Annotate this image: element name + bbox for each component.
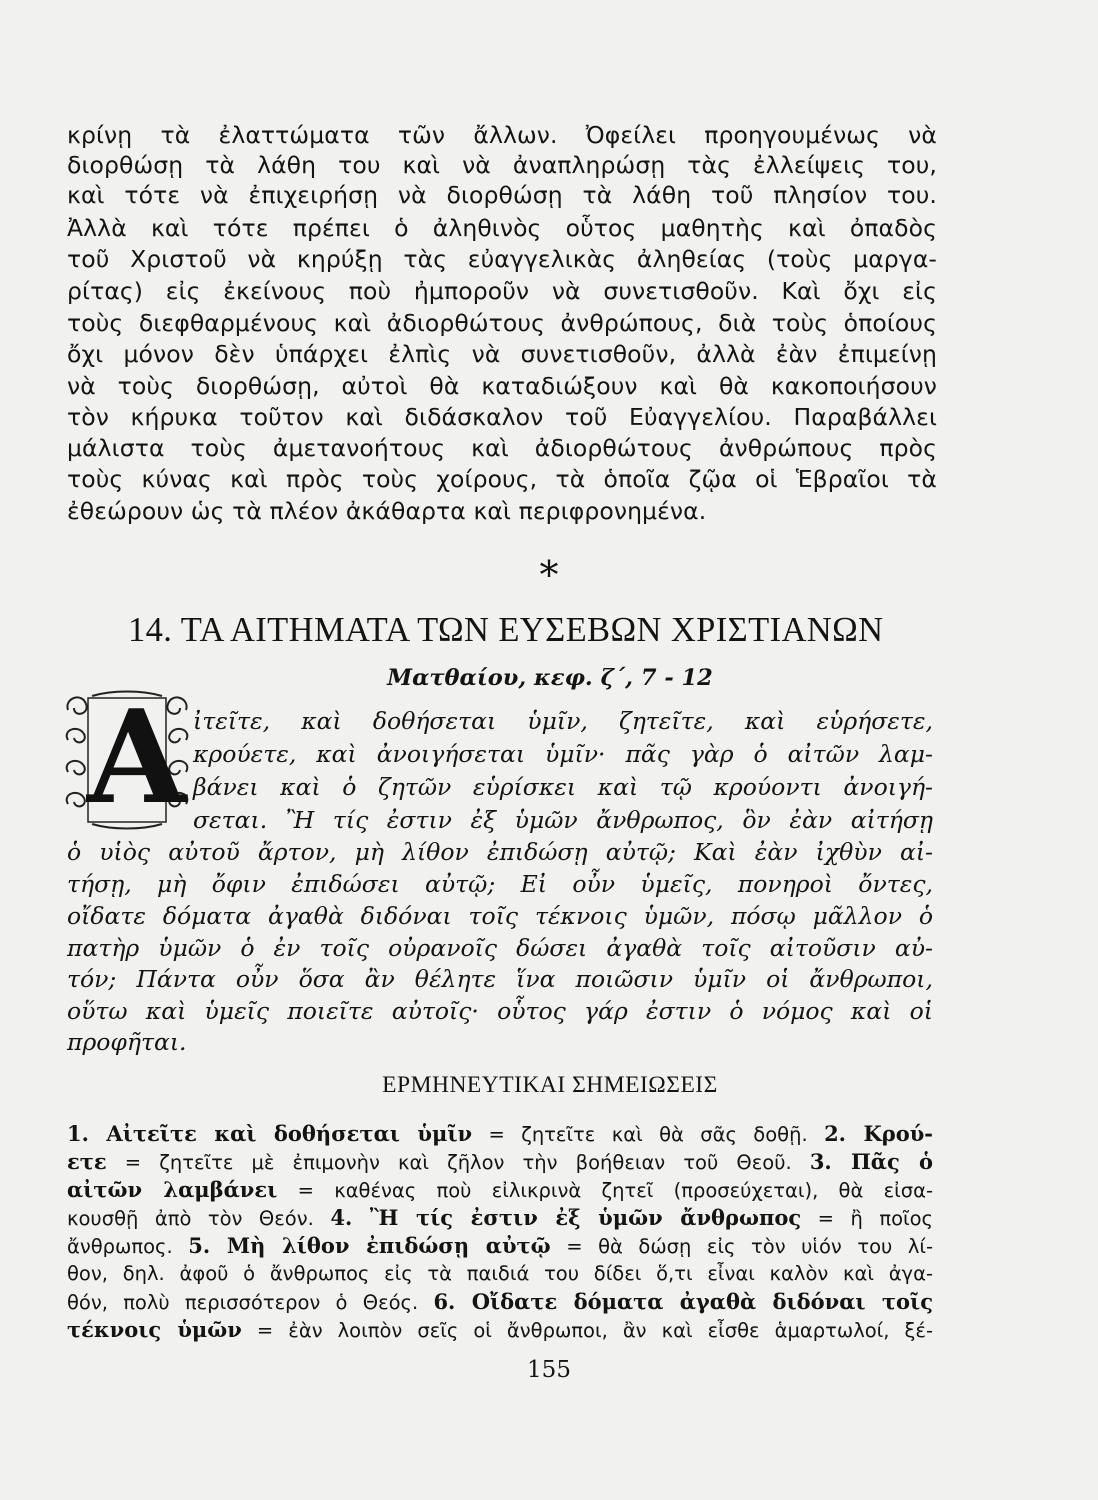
note-definition: ἄνθρωπος. <box>67 1235 173 1258</box>
note-term: τέκνοις ὑμῶν <box>67 1317 242 1342</box>
scripture-line: τήσῃ, μὴ ὄφιν ἐπιδώσει αὐτῷ; Εἰ οὖν ὑμεῖς, πονηροὶ ὄντες, <box>67 870 933 898</box>
note-term: αἰτῶν λαμβάνει <box>67 1177 278 1202</box>
note-term: 4. Ἢ τίς ἐστιν ἐξ ὑμῶν ἄνθρωπος <box>330 1205 802 1230</box>
note-line <box>67 1204 933 1233</box>
scripture-line: κρούετε, καὶ ἀνοιγήσεται ὑμῖν· πᾶς γὰρ ὁ αἰτῶν λαμ- <box>193 740 933 768</box>
dropcap-letter: Α <box>87 683 187 833</box>
scripture-line: ἰτεῖτε, καὶ δοθήσεται ὑμῖν, ζητεῖτε, καὶ εὑρήσετε, <box>193 707 933 735</box>
note-term: 5. Μὴ λίθον ἐπιδώσῃ αὐτῷ <box>188 1233 551 1258</box>
body-line: ὄχι μόνον δὲν ὑπάρχει ἐλπὶς νὰ συνετισθοῦν, ἀλλὰ ἐὰν ἐπιμείνῃ <box>67 340 937 368</box>
note-term: 2. Κρού- <box>824 1121 934 1146</box>
scripture-line: πατὴρ ὑμῶν ὁ ἐν τοῖς οὐρανοῖς δώσει ἀγαθὰ τοῖς αἰτοῦσιν αὐ- <box>67 934 933 962</box>
note-term: 1. Αἰτεῖτε καὶ δοθήσεται ὑμῖν <box>67 1121 473 1146</box>
note-definition: θον, δηλ. ἀφοῦ ὁ ἄνθρωπος εἰς τὰ παιδιά του δίδει ὅ,τι εἶναι καλὸν καὶ ἀγα- <box>67 1262 933 1285</box>
note-term: 3. Πᾶς ὁ <box>809 1149 933 1174</box>
scripture-line: σεται. Ἢ τίς ἐστιν ἐξ ὑμῶν ἄνθρωπος, ὃν ἐὰν αἰτήσῃ <box>193 806 933 834</box>
scripture-line: ὁ υἱὸς αὐτοῦ ἄρτον, μὴ λίθον ἐπιδώσῃ αὐτῷ; Καὶ ἐὰν ἰχθὺν αἰ- <box>67 838 933 866</box>
note-definition: = καθένας ποὺ εἰλικρινὰ ζητεῖ (προσεύχεται), θὰ εἰσα- <box>297 1179 934 1202</box>
body-line: τοὺς διεφθαρμένους καὶ ἀδιορθώτους ἀνθρώπους, διὰ τοὺς ὁποίους <box>67 309 937 337</box>
body-line: καὶ τότε νὰ ἐπιχειρήσῃ νὰ διορθώσῃ τὰ λάθη τοῦ πλησίον του. <box>67 181 937 209</box>
page-number: 155 <box>527 1357 571 1383</box>
note-definition: = θὰ δώσῃ εἰς τὸν υἱόν του λί- <box>566 1235 934 1258</box>
body-line: διορθώσῃ τὰ λάθη του καὶ νὰ ἀναπληρώσῃ τὰς ἐλλείψεις του, <box>67 151 937 179</box>
note-definition: = ζητεῖτε καὶ θὰ σᾶς δοθῇ. <box>488 1123 808 1146</box>
note-line <box>67 1120 933 1149</box>
body-line: ρίτας) εἰς ἐκείνους ποὺ ἠμποροῦν νὰ συνετισθοῦν. Καὶ ὄχι εἰς <box>67 277 937 305</box>
note-definition: = ἐὰν λοιπὸν σεῖς οἱ ἄνθρωποι, ἂν καὶ εἶσθε ἁμαρτωλοί, ξέ- <box>256 1319 933 1342</box>
note-line <box>67 1288 933 1317</box>
note-definition: = ζητεῖτε μὲ ἐπιμονὴν καὶ ζῆλον τὴν βοήθειαν τοῦ Θεοῦ. <box>124 1151 792 1174</box>
note-line <box>67 1148 933 1177</box>
note-line <box>67 1316 933 1345</box>
note-term: 6. Οἴδατε δόματα ἀγαθὰ διδόναι τοῖς <box>433 1289 933 1314</box>
body-line: Ἀλλὰ καὶ τότε πρέπει ὁ ἀληθινὸς οὗτος μαθητὴς καὶ ὀπαδὸς <box>67 214 937 242</box>
note-definition: θόν, πολὺ περισσότερον ὁ Θεός. <box>67 1291 419 1314</box>
scripture-line: οὕτω καὶ ὑμεῖς ποιεῖτε αὐτοῖς· οὗτος γάρ ἐστιν ὁ νόμος καὶ οἱ <box>67 997 933 1025</box>
body-line: τοὺς κύνας καὶ πρὸς τοὺς χοίρους, τὰ ὁποῖα ζῷα οἱ Ἑβραῖοι τὰ <box>67 465 937 493</box>
note-line <box>67 1232 933 1261</box>
scripture-line: οἴδατε δόματα ἀγαθὰ διδόναι τοῖς τέκνοις ὑμῶν, πόσῳ μᾶλλον ὁ <box>67 902 933 930</box>
asterisk-separator: * <box>539 553 559 597</box>
body-line: τὸν κήρυκα τοῦτον καὶ διδάσκαλον τοῦ Εὐαγγελίου. Παραβάλλει <box>67 403 937 431</box>
scripture-line: προφῆται. <box>67 1028 187 1056</box>
note-definition: = ἢ ποῖος <box>817 1207 933 1230</box>
scripture-reference: Ματθαίου, κεφ. ζ΄, 7 - 12 <box>387 665 713 691</box>
body-line: μάλιστα τοὺς ἀμετανοήτους καὶ ἀδιορθώτους ἀνθρώπους πρὸς <box>67 434 937 462</box>
body-line: ἐθεώρουν ὡς τὰ πλέον ἀκάθαρτα καὶ περιφρονημένα. <box>67 497 707 525</box>
note-term: ετε <box>67 1149 107 1174</box>
notes-heading: ΕΡΜΗΝΕΥΤΙΚΑΙ ΣΗΜΕΙΩΣΕΙΣ <box>382 1072 718 1098</box>
body-line: νὰ τοὺς διορθώσῃ, αὐτοὶ θὰ καταδιώξουν καὶ θὰ κακοποιήσουν <box>67 372 937 400</box>
note-line <box>67 1260 933 1288</box>
note-line <box>67 1176 933 1205</box>
ornamental-dropcap <box>62 683 192 833</box>
body-line: κρίνῃ τὰ ἐλαττώματα τῶν ἄλλων. Ὀφείλει προηγουμένως νὰ <box>67 121 937 149</box>
body-line: τοῦ Χριστοῦ νὰ κηρύξῃ τὰς εὐαγγελικὰς ἀληθείας (τοὺς μαργα- <box>67 245 937 273</box>
scripture-line: βάνει καὶ ὁ ζητῶν εὑρίσκει καὶ τῷ κρούοντι ἀνοιγή- <box>193 773 933 801</box>
note-definition: κουσθῇ ἀπὸ τὸν Θεόν. <box>67 1207 314 1230</box>
scripture-line: τόν; Πάντα οὖν ὅσα ἂν θέλητε ἵνα ποιῶσιν ὑμῖν οἱ ἄνθρωποι, <box>67 965 933 993</box>
section-title: 14. ΤΑ ΑΙΤΗΜΑΤΑ ΤΩΝ ΕΥΣΕΒΩΝ ΧΡΙΣΤΙΑΝΩΝ <box>128 611 884 649</box>
